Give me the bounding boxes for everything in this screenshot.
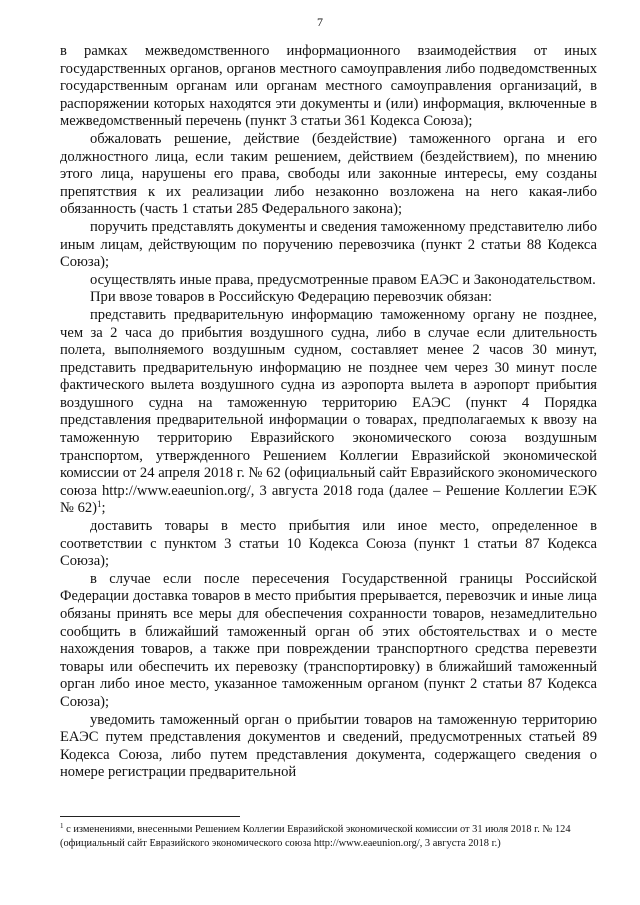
paragraph-1: в рамках межведомственного информационного взаимодействия от иных государственных органов, органов местного самоуправления либо подведомственных государственным органам или органам местного самоуправления организаций, в распоряжении которых находятся эти документы и (или) информация, включенные в межведомственный перечень (пункт 3 статьи 361 Кодекса Союза); (60, 43, 597, 130)
footnote-divider (60, 816, 240, 817)
footnote-marker: 1 (60, 822, 64, 830)
page-number: 7 (317, 15, 323, 29)
paragraph-2: обжаловать решение, действие (бездействие) таможенного органа и его должностного лица, если таким решением, действием (бездействием), по мнению этого лица, нарушены его права, свободы или законные интересы, ему созданы препятствия к их реализации либо незаконно возложена на него какая-либо обязанность (часть 1 статьи 285 Федерального закона); (60, 130, 597, 218)
body-text (60, 43, 597, 782)
paragraph-3: поручить представлять документы и сведения таможенному представителю либо иным лицам, действующим по поручению перевозчика (пункт 2 статьи 88 Кодекса Союза); (60, 218, 597, 271)
footnote-reference: 1 (97, 499, 102, 510)
footnote-text: с изменениями, внесенными Решением Коллегии Евразийской экономической комиссии от 31 июля 2018 г. № 124 (официальный сайт Евразийского экономического союза http://www.eaeunion.org/, 3 августа 2018 г.) (60, 824, 571, 849)
paragraph-7: доставить товары в место прибытия или иное место, определенное в соответствии с пунктом 3 статьи 10 Кодекса Союза (пункт 1 статьи 87 Кодекса Союза); (60, 518, 597, 570)
paragraph-6 (60, 307, 597, 518)
paragraph-5: При ввозе товаров в Российскую Федерацию перевозчик обязан: (90, 289, 493, 306)
paragraph-4: осуществлять иные права, предусмотренные правом ЕАЭС и Законодательством. (90, 271, 596, 288)
paragraph-6-tail: ; (101, 500, 106, 517)
paragraph-8: в случае если после пересечения Государственной границы Российской Федерации доставка товаров в место прибытия прерывается, перевозчик и иные лица обязаны принять все меры для обеспечения сохранности товаров, незамедлительно сообщить в ближайший таможенный орган об этих обстоятельствах и о месте нахождения товаров, а также при повреждении транспортного средства перевезти товары или обеспечить их перевозку (транспортировку) в ближайший таможенный орган либо иное место, указанное таможенным органом (пункт 2 статьи 87 Кодекса Союза); (60, 570, 597, 710)
footnote (60, 823, 600, 851)
paragraph-9: уведомить таможенный орган о прибытии товаров на таможенную территорию ЕАЭС путем представления документов и сведений, предусмотренных статьей 89 Кодекса Союза, либо путем представления документа, содержащего сведения о номере регистрации предварительной (60, 711, 597, 781)
paragraph-6-text: представить предварительную информацию таможенному органу не позднее, чем за 2 часа до прибытия воздушного судна, либо в случае если длительность полета, выполняемого воздушным судном, составляет менее 2 часов 30 минут, представить предварительную информацию не позднее чем через 30 минут после фактического вылета воздушного судна из аэропорта вылета в аэропорт прибытия воздушного судна на таможенную территорию ЕАЭС (пункт 4 Порядка представления предварительной информации о товарах, предполагаемых к ввозу на таможенную территорию Евразийского экономического союза воздушным транспортом, утвержденного Решением Коллегии Евразийской экономической комиссии от 24 апреля 2018 г. № 62 (официальный сайт Евразийского экономического союза http://www.eaeunion.org/, 3 августа 2018 года (далее – Решение Коллегии ЕЭК № 62) (60, 306, 597, 517)
